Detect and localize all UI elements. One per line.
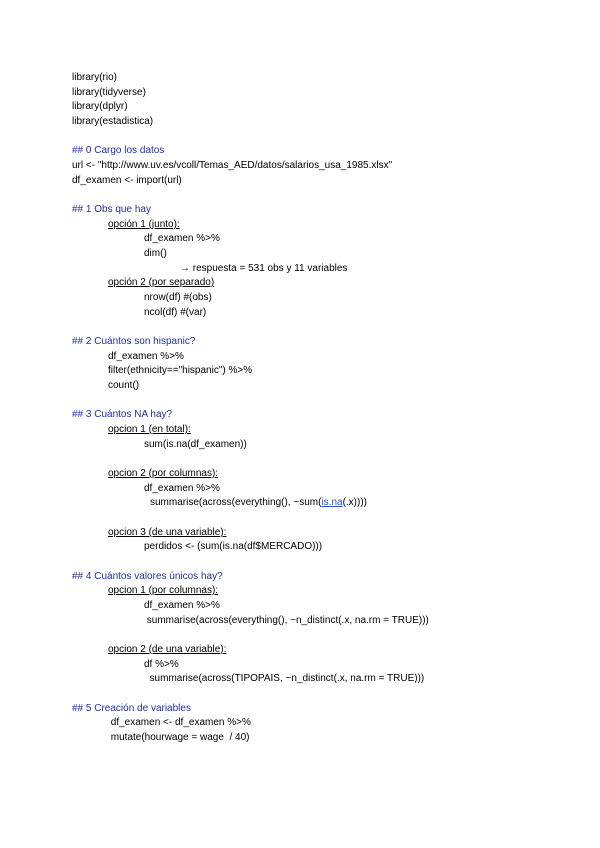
code-line: filter(ethnicity=="hispanic") %>%: [108, 365, 253, 376]
code-line: mutate(hourwage = wage / 40): [108, 732, 250, 743]
code-line: dim(): [144, 248, 167, 259]
code-line: library(estadistica): [72, 116, 154, 127]
code-line: nrow(df) #(obs): [144, 292, 212, 303]
code-line: library(dplyr): [72, 101, 128, 112]
code-line: sum(is.na(df_examen)): [144, 439, 247, 450]
option-label: opcion 3 (de una variable):: [108, 527, 227, 538]
section-heading: ## 0 Cargo los datos: [72, 145, 165, 156]
code-line: perdidos <- (sum(is.na(df$MERCADO))): [144, 541, 323, 552]
code-line: library(tidyverse): [72, 87, 146, 98]
option-label: opcion 2 (por columnas):: [108, 468, 219, 479]
code-line: df_examen %>%: [144, 600, 220, 611]
code-line: df %>%: [144, 659, 179, 670]
code-line: df_examen <- df_examen %>%: [108, 717, 251, 728]
option-label: opcion 2 (de una variable):: [108, 644, 227, 655]
code-fragment: summarise(across(everything(), ~sum(: [150, 497, 322, 508]
option-label: opción 2 (por separado): [108, 277, 215, 288]
option-label: opcion 1 (en total):: [108, 424, 191, 435]
code-line: library(rio): [72, 72, 117, 83]
code-line: summarise(across(TIPOPAIS, ~n_distinct(.x, na.rm = TRUE))): [144, 673, 425, 684]
code-line: summarise(across(everything(), ~n_distinct(.x, na.rm = TRUE))): [144, 615, 429, 626]
answer-note: → respuesta = 531 obs y 11 variables: [180, 263, 348, 274]
code-line: df_examen %>%: [144, 233, 220, 244]
option-label: opción 1 (junto):: [108, 219, 180, 230]
code-line: df_examen <- import(url): [72, 175, 182, 186]
section-heading: ## 3 Cuántos NA hay?: [72, 409, 173, 420]
code-line: url <- "http://www.uv.es/vcoll/Temas_AED/datos/salarios_usa_1985.xlsx": [72, 160, 393, 171]
code-line: ncol(df) #(var): [144, 307, 207, 318]
section-heading: ## 4 Cuántos valores únicos hay?: [72, 571, 223, 582]
option-label: opcion 1 (por columnas):: [108, 585, 219, 596]
code-line: count(): [108, 380, 140, 391]
code-line: df_examen %>%: [108, 351, 184, 362]
section-heading: ## 1 Obs que hay: [72, 204, 151, 215]
is-na-link[interactable]: is.na: [321, 497, 343, 508]
section-heading: ## 5 Creación de variables: [72, 703, 191, 714]
code-fragment: (.x)))): [342, 497, 367, 508]
section-heading: ## 2 Cuántos son hispanic?: [72, 336, 196, 347]
code-line: [150, 497, 367, 509]
code-line: df_examen %>%: [144, 483, 220, 494]
